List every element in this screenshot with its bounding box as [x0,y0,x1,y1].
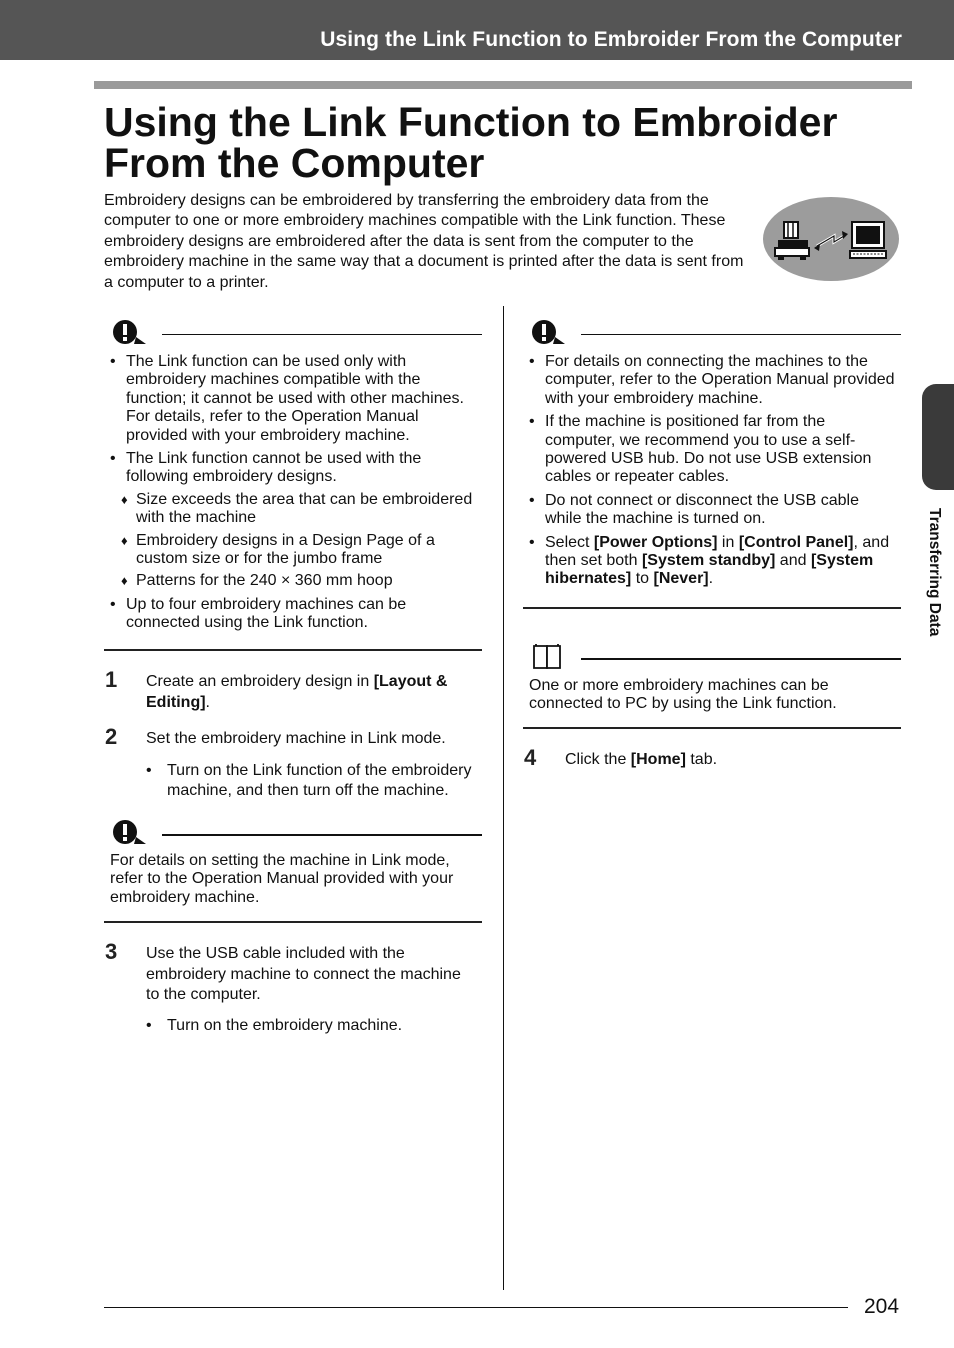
step-2-text: Set the embroidery machine in Link mode. [146,730,446,747]
book-icon [531,642,567,672]
step-2-sub: • Turn on the Link function of the embroidery machine, and then turn off the machine. [146,761,485,801]
page-number: 204 [864,1295,900,1318]
side-tab-label: Transferring Data [926,508,943,637]
memo-header [527,642,901,672]
list-item: • For details on connecting the machines to the computer, refer to the Operation Manual provided with your embroidery machine. [524,353,899,408]
caution-list-left [105,353,480,638]
page-title: Using the Link Function to Embroider From the Computer [104,99,838,186]
step-3-sub: • Turn on the embroidery machine. [146,1016,485,1036]
sub-list [119,491,480,591]
step-4-text: Click the [Home] tab. [565,751,718,768]
section-rule [104,921,482,923]
list-item: • If the machine is positioned far from the computer, we recommend you to use a self-powered USB hub. Do not use USB extension cables or repeater cables. [524,413,899,487]
step-3-text: Use the USB cable included with the embroidery machine to connect the machine to the computer. [146,945,461,1003]
list-item: • Up to four embroidery machines can be connected using the Link function. [105,596,480,633]
header-title: Using the Link Function to Embroider From the Computer [320,28,902,51]
step-number: 3 [105,939,118,964]
section-rule [104,649,482,651]
link-machine-computer-icon [762,196,900,282]
list-item: • Do not connect or disconnect the USB cable while the machine is turned on. [524,492,899,529]
section-rule [523,607,901,609]
list-item: • The Link function cannot be used with the following embroidery designs. ♦ Size exceeds the area that can be embroidered with the machine ♦ Embroidery designs in a Design Page of a custom size or for the jumbo frame ♦ Patterns for the 240 × 360 mm hoop [105,450,480,591]
step-number: 1 [105,667,118,692]
caution-icon [112,818,148,846]
list-item: • The Link function can be used only with embroidery machines compatible with the function; it cannot be used with other machines. For details, refer to the Operation Manual provided with your embroidery machine. [105,353,480,445]
column-divider [503,306,504,1290]
intro-paragraph: Embroidery designs can be embroidered by transferring the embroidery data from the computer to one or more embroidery machines compatible with the Link function. These embroidery designs are embroidered after the data is sent from the computer to the embroidery machine in the same way that a document is printed after the data is sent from a computer to a printer. [104,192,744,291]
sub-list-item: ♦ Embroidery designs in a Design Page of a custom size or for the jumbo frame [119,532,480,569]
caution-icon [112,318,148,346]
footer-rule [104,1307,848,1308]
caution-text-left: For details on setting the machine in Link mode, refer to the Operation Manual provided with your embroidery machine. [110,852,454,906]
caution-header [108,318,482,348]
memo-text: One or more embroidery machines can be connected to PC by using the Link function. [529,677,837,713]
side-tab-marker [922,384,954,490]
sub-list-item: ♦ Patterns for the 240 × 360 mm hoop [119,572,480,590]
caution-header [527,318,901,348]
step-number: 2 [105,724,118,749]
caution-list-right [524,353,899,594]
sub-list-item: ♦ Size exceeds the area that can be embroidered with the machine [119,491,480,528]
step-1-text: Create an embroidery design in [Layout & Editing]. [146,673,448,711]
step-number: 4 [524,745,537,770]
list-item: • Select [Power Options] in [Control Panel], and then set both [System standby] and [System hibernates] to [Never]. [524,534,899,589]
caution-header [108,818,482,848]
title-rule [94,81,912,89]
caution-icon [531,318,567,346]
section-rule [523,727,901,729]
